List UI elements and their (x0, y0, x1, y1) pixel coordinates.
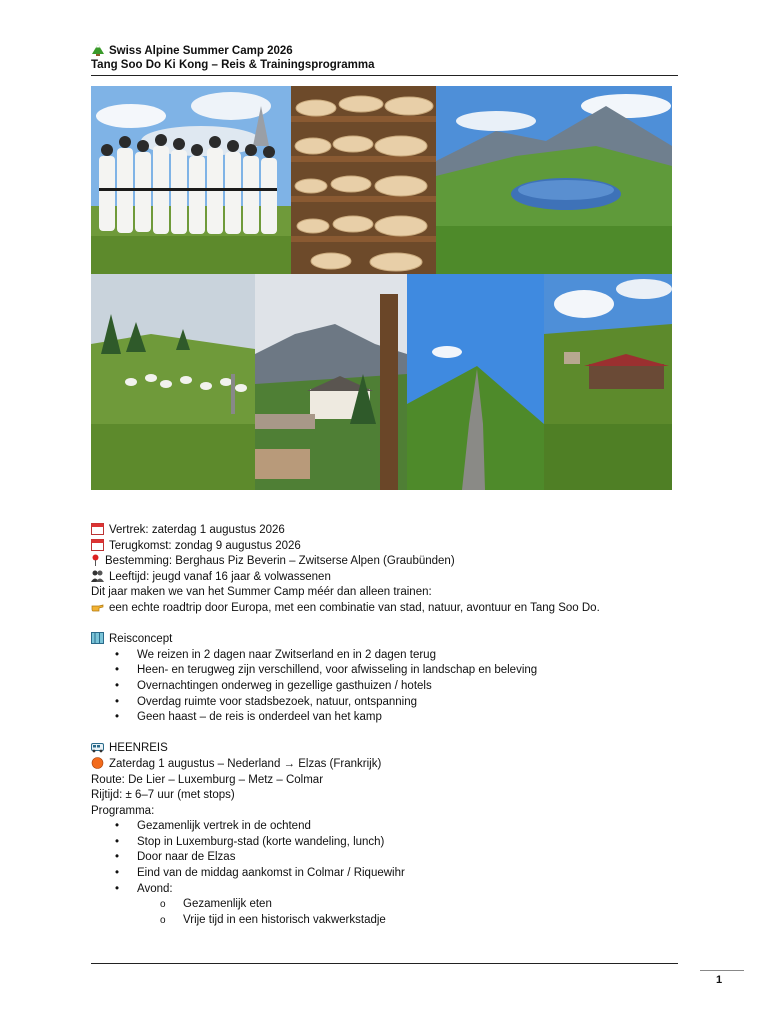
minibus-icon (91, 741, 104, 753)
info-terugkomst: Terugkomst: zondag 9 augustus 2026 (91, 539, 691, 555)
header-title-line (91, 44, 678, 58)
list-item: • Avond: (91, 882, 691, 898)
people-icon (91, 570, 104, 582)
document-body (91, 523, 691, 928)
header-title: Swiss Alpine Summer Camp 2026 (109, 45, 293, 57)
heenreis-heading: HEENREIS (91, 741, 691, 757)
photo-ridge-trail (407, 274, 544, 490)
photo-cheese-cellar (291, 86, 436, 274)
list-item: • Stop in Luxemburg-stad (korte wandeling, lunch) (91, 835, 691, 851)
info-leeftijd: Leeftijd: jeugd vanaf 16 jaar & volwassenen (91, 570, 691, 586)
photo-berghaus-valley (255, 274, 407, 490)
list-item: • Overnachtingen onderweg in gezellige gasthuizen / hotels (91, 679, 691, 695)
list-item: • Heen- en terugweg zijn verschillend, voor afwisseling in landschap en beleving (91, 663, 691, 679)
calendar-icon (91, 539, 104, 551)
list-item: • Gezamenlijk vertrek in de ochtend (91, 819, 691, 835)
mountain-icon (91, 44, 105, 56)
heenreis-programma: Programma: (91, 804, 155, 817)
header-rule (91, 75, 678, 76)
reisconcept-heading: Reisconcept (91, 632, 691, 648)
heenreis-route: Route: De Lier – Luxemburg – Metz – Colmar (91, 773, 324, 786)
document-header (91, 44, 678, 72)
heenreis-rijtijd: Rijtijd: ± 6–7 uur (met stops) (91, 789, 235, 802)
heenreis-day: Zaterdag 1 augustus – Nederland → Elzas (Frankrijk) (91, 757, 691, 773)
footer-rule (91, 963, 678, 964)
info-roadtrip: een echte roadtrip door Europa, met een combinatie van stad, natuur, avontuur en Tang Soo Do. (91, 601, 691, 617)
info-bestemming: Bestemming: Berghaus Piz Beverin – Zwitserse Alpen (Graubünden) (91, 554, 691, 570)
calendar-icon (91, 523, 104, 535)
list-item: • We reizen in 2 dagen naar Zwitserland en in 2 dagen terug (91, 648, 691, 664)
photo-alpine-hut (544, 274, 672, 490)
orange-circle-icon (91, 757, 104, 769)
info-vertrek: Vertrek: zaterdag 1 augustus 2026 (91, 523, 691, 539)
page-number: 1 (716, 974, 723, 986)
list-item: • Overdag ruimte voor stadsbezoek, natuur, ontspanning (91, 695, 691, 711)
photo-goats-meadow (91, 274, 255, 490)
pointing-hand-icon (91, 601, 104, 613)
sub-list-item: o Vrije tijd in een historisch vakwerkstadje (91, 913, 691, 929)
map-icon (91, 632, 104, 644)
info-intro: Dit jaar maken we van het Summer Camp méér dan alleen trainen: (91, 586, 432, 599)
photo-group-uniforms (91, 86, 291, 274)
page-number-rule (700, 970, 744, 971)
list-item: • Eind van de middag aankomst in Colmar / Riquewihr (91, 866, 691, 882)
header-subtitle: Tang Soo Do Ki Kong – Reis & Trainingsprogramma (91, 59, 375, 71)
list-item: • Door naar de Elzas (91, 850, 691, 866)
list-item: • Geen haast – de reis is onderdeel van het kamp (91, 710, 691, 726)
pushpin-icon (91, 554, 100, 566)
sub-list-item: o Gezamenlijk eten (91, 897, 691, 913)
photo-mountain-lake (436, 86, 672, 274)
